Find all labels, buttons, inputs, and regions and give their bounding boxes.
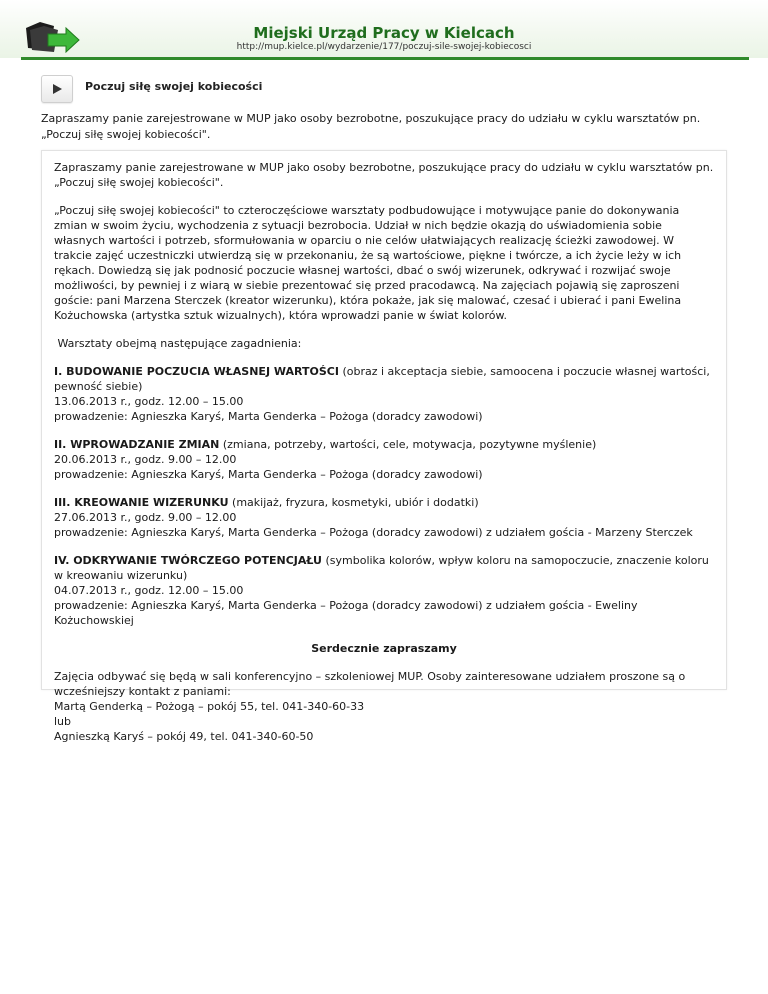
workshop-item — [54, 437, 714, 482]
site-header — [0, 0, 768, 58]
site-title[interactable]: Miejski Urząd Pracy w Kielcach — [253, 24, 515, 42]
workshop-topics: (symbolika kolorów, wpływ koloru na samopoczucie, znaczenie koloru w kreowaniu wizerunku) — [54, 554, 709, 582]
workshop-date: 27.06.2013 r., godz. 9.00 – 12.00 — [54, 511, 237, 524]
workshop-host: prowadzenie: Agnieszka Karyś, Marta Genderka – Pożoga (doradcy zawodowi) — [54, 410, 483, 423]
contact-info — [54, 669, 714, 744]
contact-person: Martą Genderką – Pożogą – pokój 55, tel. 041-340-60-33 — [54, 700, 365, 713]
workshop-topics: (obraz i akceptacja siebie, samoocena i poczucie własnej wartości, pewność siebie) — [54, 365, 710, 393]
workshop-date: 20.06.2013 r., godz. 9.00 – 12.00 — [54, 453, 237, 466]
play-arrow-icon — [51, 83, 63, 95]
invite-heading: Serdecznie zapraszamy — [311, 642, 457, 655]
article-body — [41, 150, 727, 743]
workshop-host: prowadzenie: Agnieszka Karyś, Marta Genderka – Pożoga (doradcy zawodowi) — [54, 468, 483, 481]
workshop-item — [54, 553, 714, 628]
page-title: Poczuj siłę swojej kobiecości — [85, 80, 263, 93]
body-description: „Poczuj siłę swojej kobiecości" to czteroczęściowe warsztaty podbudowujące i motywujące panie do dokonywania zmian w swoim życiu, wychodzenia z sytuacji bezrobocia. Udział w nich będzie okazją do uświadomienia sobie własnych wartości i potrzeb, sformułowania w oparciu o nie celów ułatwiających realizację ścieżki zawodowej. W trakcie zajęć uczestniczki utwierdzą się w przekonaniu, że są wartościowe, piękne i twórcze, a ich życie leży w ich rękach. Dowiedzą się jak podnosić poczucie własnej wartości, dbać o swój wizerunek, odkrywać i rozwijać swoje możliwości, by pewniej i z wiarą w siebie prezentować się przed pracodawcą. Na zajęciach pojawią się zaproszeni goście: pani Marzena Sterczek (kreator wizerunku), która pokaże, jak się malować, czesać i ubierać i pani Ewelina Kożuchowska (artystka sztuk wizualnych), która wprowadzi panie w świat kolorów. — [54, 204, 682, 322]
article-lead: Zapraszamy panie zarejestrowane w MUP jako osoby bezrobotne, poszukujące pracy do udziału w cyklu warsztatów pn. „Poczuj siłę swojej kobiecości". — [41, 112, 701, 141]
workshop-date: 13.06.2013 r., godz. 12.00 – 15.00 — [54, 395, 244, 408]
contact-person: Agnieszką Karyś – pokój 49, tel. 041-340-60-50 — [54, 730, 314, 743]
workshop-title: I. BUDOWANIE POCZUCIA WŁASNEJ WARTOŚCI — [54, 365, 339, 378]
workshop-title: III. KREOWANIE WIZERUNKU — [54, 496, 229, 509]
page-url[interactable]: http://mup.kielce.pl/wydarzenie/177/poczuj-sile-swojej-kobiecosci — [236, 42, 532, 52]
body-intro: Zapraszamy panie zarejestrowane w MUP jako osoby bezrobotne, poszukujące pracy do udziału w cyklu warsztatów pn. „Poczuj siłę swojej kobiecości". — [54, 161, 714, 189]
workshop-item — [54, 364, 714, 424]
workshop-host: prowadzenie: Agnieszka Karyś, Marta Genderka – Pożoga (doradcy zawodowi) z udziałem gościa - Eweliny Kożuchowskiej — [54, 599, 638, 627]
workshop-topics: (makijaż, fryzura, kosmetyki, ubiór i dodatki) — [228, 496, 479, 509]
article-arrow-button[interactable] — [41, 75, 73, 103]
workshop-host: prowadzenie: Agnieszka Karyś, Marta Genderka – Pożoga (doradcy zawodowi) z udziałem gościa - Marzeny Sterczek — [54, 526, 693, 539]
workshop-date: 04.07.2013 r., godz. 12.00 – 15.00 — [54, 584, 244, 597]
workshop-title: II. WPROWADZANIE ZMIAN — [54, 438, 220, 451]
workshop-topics: (zmiana, potrzeby, wartości, cele, motywacja, pozytywne myślenie) — [219, 438, 597, 451]
contact-or: lub — [54, 715, 72, 728]
workshop-title: IV. ODKRYWANIE TWÓRCZEGO POTENCJAŁU — [54, 554, 322, 567]
topics-intro: Warsztaty obejmą następujące zagadnienia: — [54, 337, 302, 350]
header-divider — [21, 57, 749, 60]
contact-intro: Zajęcia odbywać się będą w sali konferencyjno – szkoleniowej MUP. Osoby zainteresowane udziałem proszone są o wcześniejszy kontakt z paniami: — [54, 670, 686, 698]
workshop-item — [54, 495, 714, 540]
